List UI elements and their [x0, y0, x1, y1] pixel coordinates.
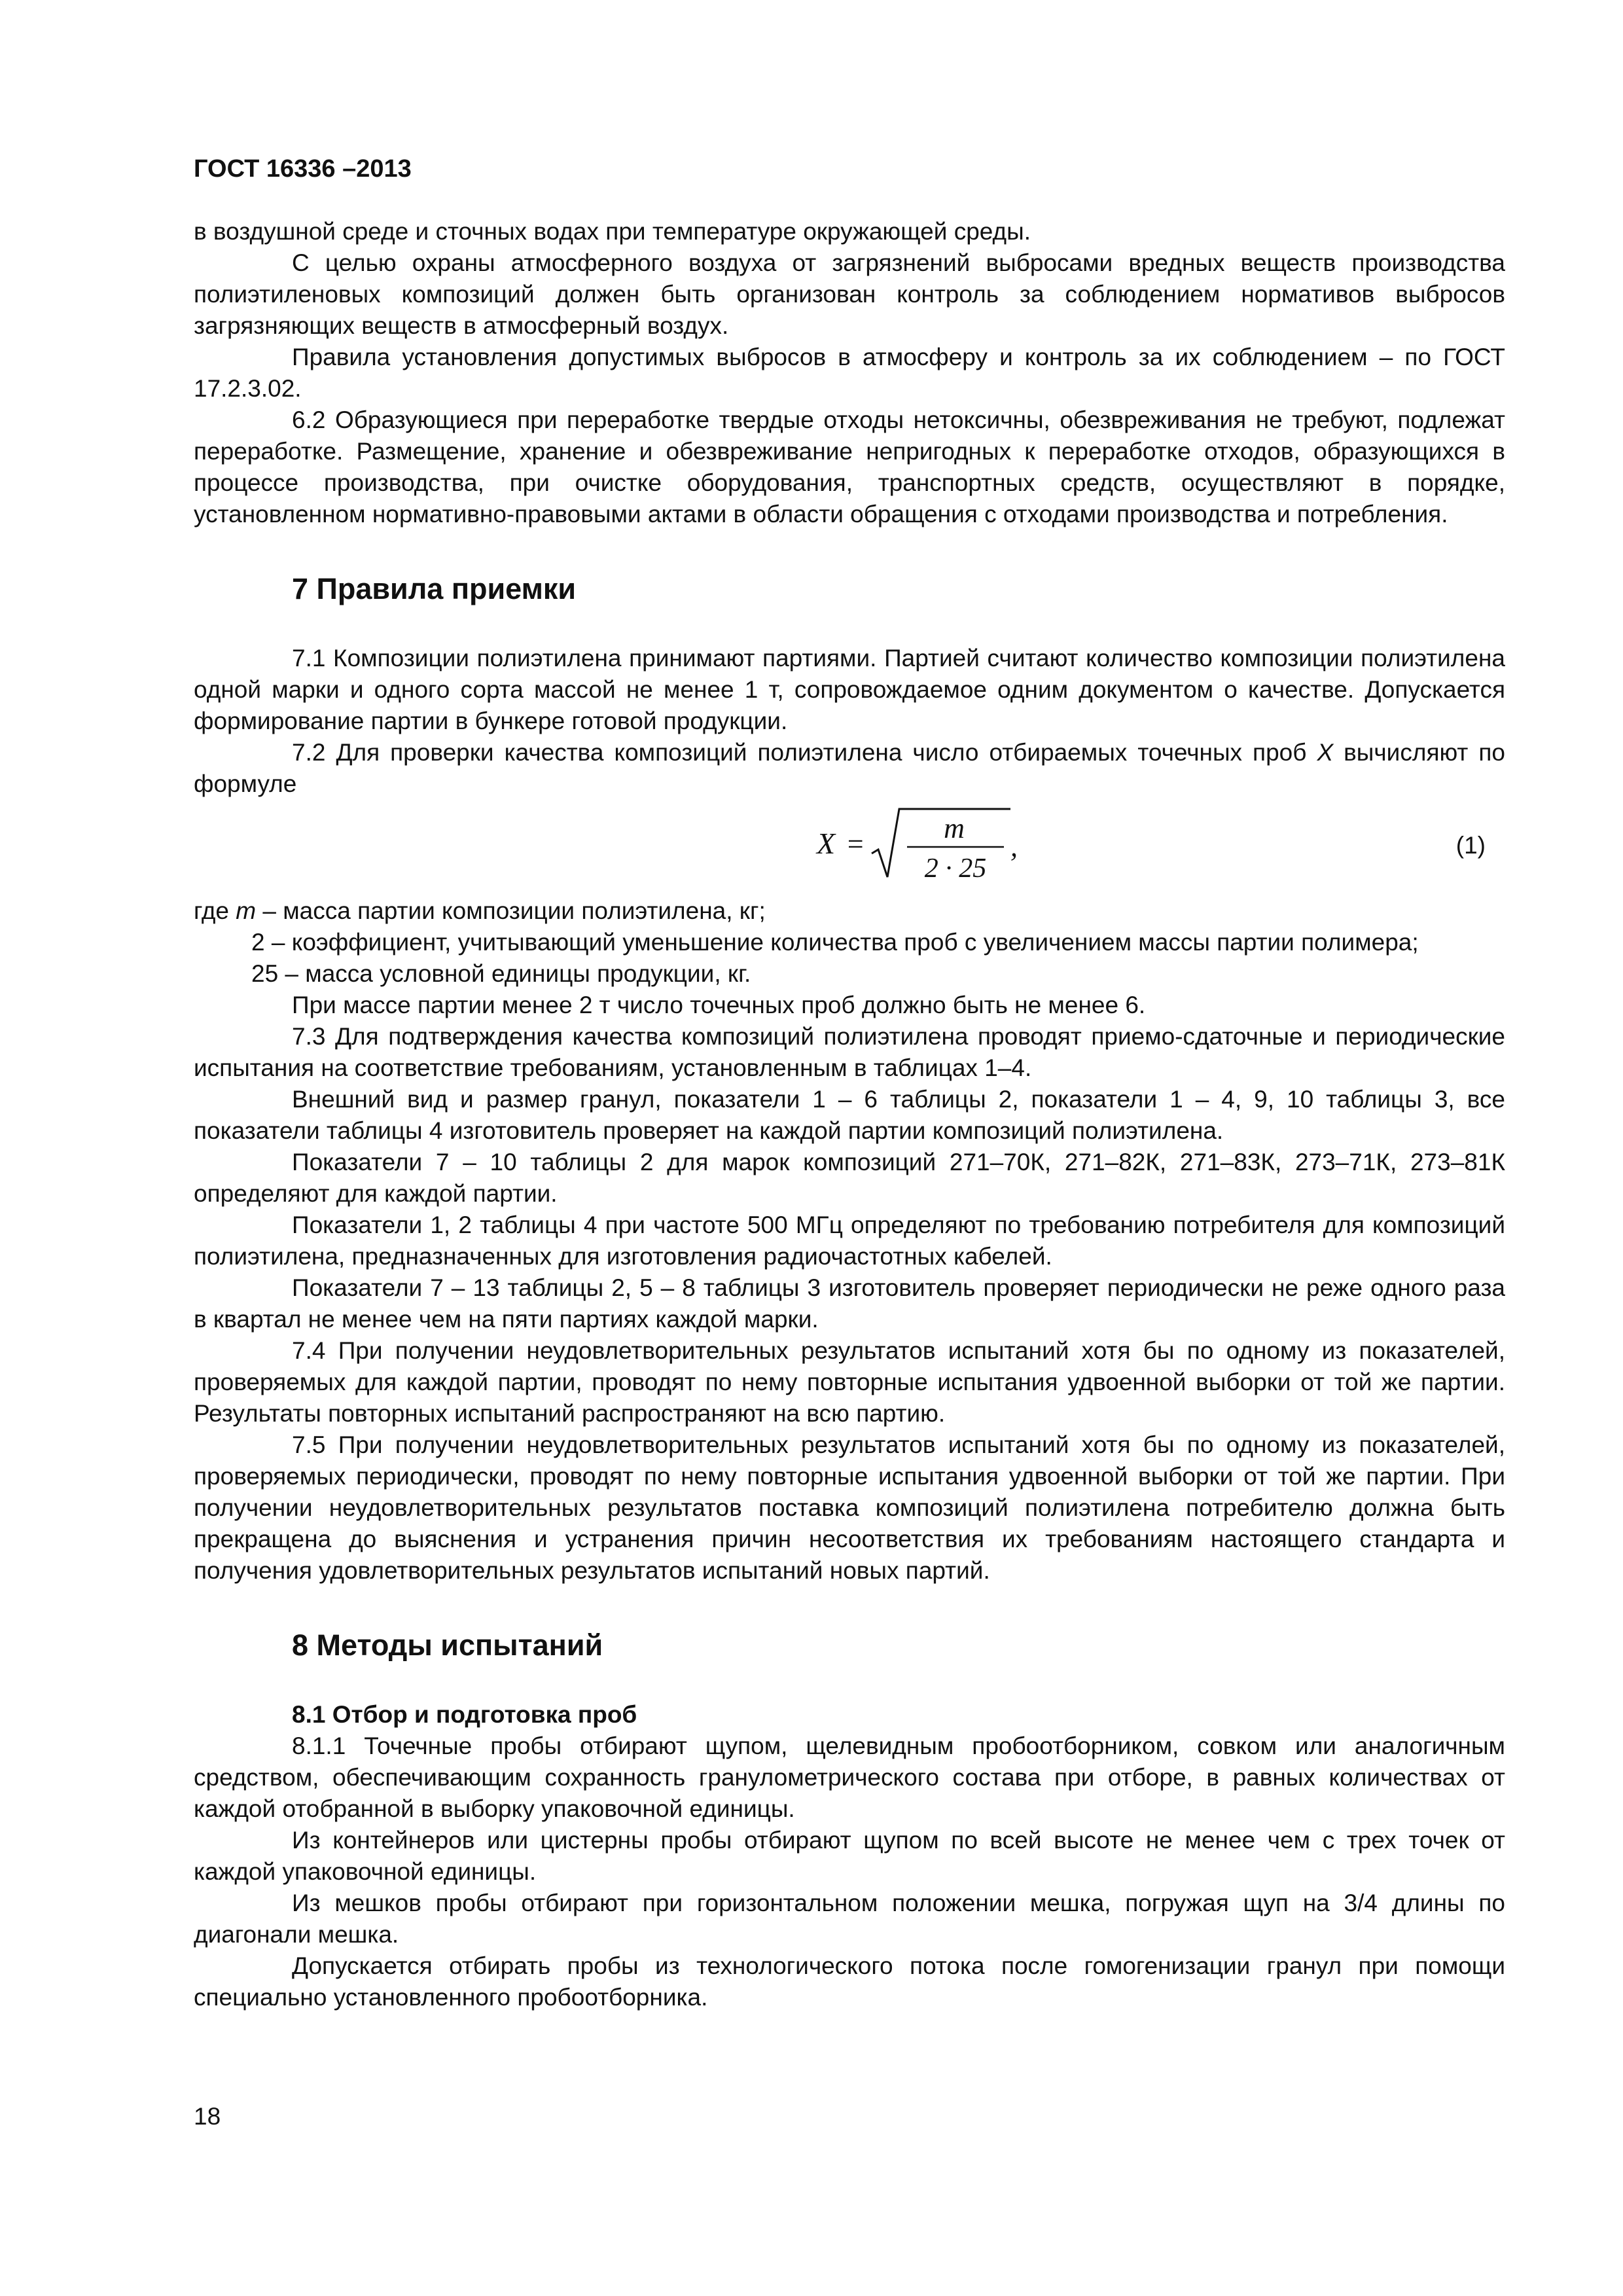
text-segment: – масса партии композиции полиэтилена, кг;	[256, 897, 766, 924]
paragraph: Из контейнеров или цистерны пробы отбирают щупом по всей высоте не менее чем с трех точек от каждой упаковочной единицы.	[194, 1827, 1505, 1885]
paragraph: Показатели 1, 2 таблицы 4 при частоте 500 МГц определяют по требованию потребителя для композиций полиэтилена, предназначенных для изготовления радиочастотных кабелей.	[194, 1211, 1505, 1270]
formula-lhs: X	[817, 827, 836, 860]
paragraph: При массе партии менее 2 т число точечных проб должно быть не менее 6.	[292, 992, 1146, 1018]
paragraph: Показатели 7 – 10 таблицы 2 для марок композиций 271–70К, 271–82К, 271–83К, 273–71К, 273–81К определяют для каждой партии.	[194, 1149, 1505, 1207]
document-header: ГОСТ 16336 –2013	[194, 155, 412, 183]
paragraph-7-5: 7.5 При получении неудовлетворительных результатов испытаний хотя бы по одному из показателей, проверяемых периодически, проводят по нему повторные испытания удвоенной выборки от той же партии. При получении неудовлетворительных результатов поставка композиций полиэтилена потребителю должна быть прекращена до выяснения и устранения причин несоответствия их требованиям настоящего стандарта и получения удовлетворительных результатов испытаний новых партий.	[194, 1431, 1505, 1584]
page-number: 18	[194, 2103, 221, 2130]
formula	[814, 804, 1024, 889]
text-segment: где	[194, 897, 236, 924]
formula-denominator: 2 · 25	[924, 853, 987, 884]
paragraph: Правила установления допустимых выбросов в атмосферу и контроль за их соблюдением – по ГОСТ 17.2.3.02.	[194, 344, 1505, 402]
paragraph-7-1: 7.1 Композиции полиэтилена принимают партиями. Партией считают количество композиции полиэтилена одной марки и одного сорта массой не менее 1 т, сопровождаемое одним документом о качестве. Допускается формирование партии в бункере готовой продукции.	[194, 645, 1505, 734]
variable-m: m	[236, 897, 257, 924]
where-line	[194, 895, 1505, 927]
paragraph: Допускается отбирать пробы из технологического потока после гомогенизации гранул при помощи специально установленного пробоотборника.	[194, 1952, 1505, 2011]
paragraph: Показатели 7 – 13 таблицы 2, 5 – 8 таблицы 3 изготовитель проверяет периодически не реже одного раза в квартал не менее чем на пяти партиях каждой марки.	[194, 1274, 1505, 1333]
definition-2: 2 – коэффициент, учитывающий уменьшение количества проб с увеличением массы партии полимера;	[251, 929, 1419, 956]
text-segment: вычисляют по формуле	[194, 739, 1505, 797]
equation-number: (1)	[1455, 832, 1486, 859]
paragraph-7-2	[194, 737, 1505, 800]
subsection-heading-8-1: 8.1 Отбор и подготовка проб	[292, 1701, 637, 1728]
paragraph: Внешний вид и размер гранул, показатели 1 – 6 таблицы 2, показатели 1 – 4, 9, 10 таблицы 3, все показатели таблицы 4 изготовитель проверяет на каждой партии композиций полиэтилена.	[194, 1086, 1505, 1144]
section-heading-8: 8 Методы испытаний	[292, 1628, 603, 1662]
formula-equals: =	[846, 828, 865, 860]
text-segment: 7.2 Для проверки качества композиций полиэтилена число отбираемых точечных проб	[292, 739, 1317, 766]
document-body	[194, 216, 1505, 2013]
definition-25: 25 – масса условной единицы продукции, кг.	[251, 960, 751, 987]
paragraph: 6.2 Образующиеся при переработке твердые отходы нетоксичны, обезвреживания не требуют, подлежат переработке. Размещение, хранение и обезвреживание непригодных к переработке отходов, образующихся в процессе производства, при очистке оборудования, транспортных средств, осуществляют в порядке, установленном нормативно-правовыми актами в области обращения с отходами производства и потребления.	[194, 406, 1505, 528]
section-heading-7: 7 Правила приемки	[292, 572, 577, 605]
paragraph: в воздушной среде и сточных водах при температуре окружающей среды.	[194, 218, 1031, 245]
paragraph-7-4: 7.4 При получении неудовлетворительных результатов испытаний хотя бы по одному из показателей, проверяемых для каждой партии, проводят по нему повторные испытания удвоенной выборки от той же партии. Результаты повторных испытаний распространяют на всю партию.	[194, 1337, 1505, 1427]
formula-numerator: m	[944, 812, 965, 844]
paragraph-7-3: 7.3 Для подтверждения качества композиций полиэтилена проводят приемо-сдаточные и периодические испытания на соответствие требованиям, установленным в таблицах 1–4.	[194, 1023, 1505, 1081]
formula-svg	[814, 804, 1024, 889]
variable-x: X	[1317, 739, 1334, 766]
paragraph-8-1-1: 8.1.1 Точечные пробы отбирают щупом, щелевидным пробоотборником, совком или аналогичным средством, обеспечивающим сохранность гранулометрического состава при отборе, в равных количествах от каждой отобранной в выборку упаковочной единицы.	[194, 1732, 1505, 1822]
formula-row	[194, 804, 1505, 895]
paragraph: Из мешков пробы отбирают при горизонтальном положении мешка, погружая щуп на 3/4 длины по диагонали мешка.	[194, 1890, 1505, 1948]
paragraph: С целью охраны атмосферного воздуха от загрязнений выбросами вредных веществ производства полиэтиленовых композиций должен быть организован контроль за соблюдением нормативов выбросов загрязняющих веществ в атмосферный воздух.	[194, 249, 1505, 339]
formula-comma: ,	[1010, 831, 1018, 863]
